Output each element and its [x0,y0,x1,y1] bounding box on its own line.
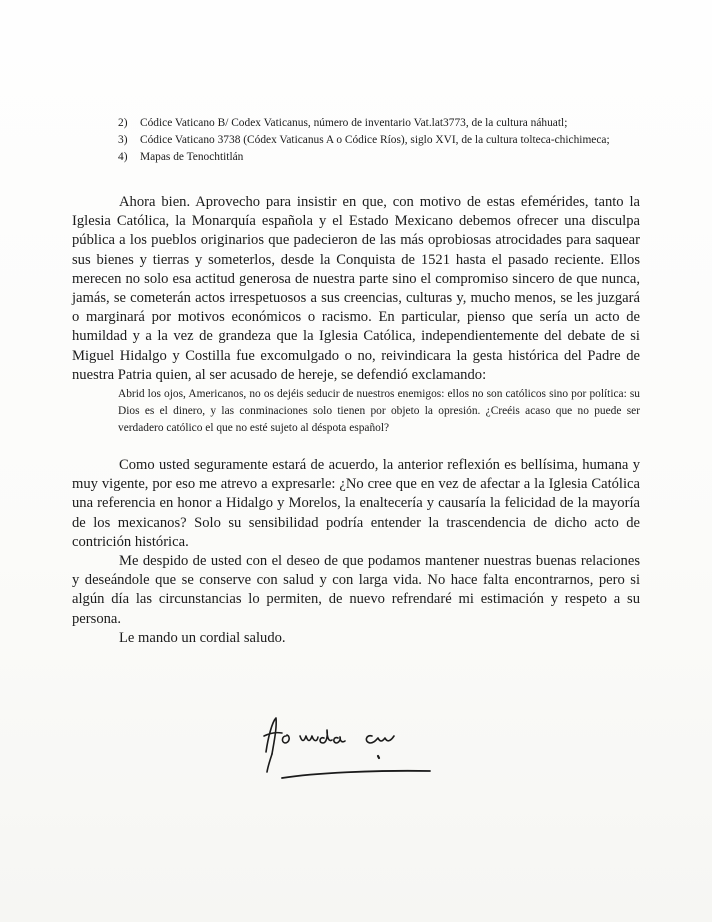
paragraph-text: Ahora bien. Aprovecho para insistir en que, con motivo de estas efemérides, tanto la Iglesia Católica, la Monarquía española y el Estado Mexicano debemos ofrecer una disculpa pública a los pueblos originarios que padecieron de las más oprobiosas atrocidades para saquear sus bienes y tierras y someterlos, desde la Conquista de 1521 hasta el pasado reciente. Ellos merecen no solo esa actitud generosa de nuestra parte sino el compromiso sincero de que nunca, jamás, se cometerán actos irrespetuosos a sus creencias, culturas y, mucho menos, se les juzgará o marginará por motivos económicos o racismo. En particular, pienso que sería un acto de humildad y a la vez de grandeza que la Iglesia Católica, independientemente del debate de si Miguel Hidalgo y Costilla fue excomulgado o no, reivindicara la gesta histórica del Padre de nuestra Patria quien, al ser acusado de hereje, se defendió exclamando: [72,194,640,383]
paragraph-reflection: Como usted seguramente estará de acuerdo, la anterior reflexión es bellísima, humana y muy vigente, por eso me atrevo a expresarle: ¿No cree que en vez de afectar a la Iglesia Católica una referencia en honor a Hidalgo y Morelos, la enaltecería y causaría la felicidad de la mayoría de los mexicanos? Solo su sensibilidad podría entender la trascendencia de dicho acto de contrición histórica. [72,457,640,550]
codex-list [118,115,638,166]
list-item [118,115,638,132]
closing-paragraphs [72,456,640,648]
handwritten-signature [254,700,444,790]
paragraph-greeting: Le mando un cordial saludo. [119,629,286,646]
list-item-number: 3) [118,134,128,146]
paragraph-farewell: Me despido de usted con el deseo de que podamos mantener nuestras buenas relaciones y deseándole que se conserve con salud y con larga vida. No hace falta encontrarnos, pero si algún día las circunstancias lo permiten, de nuevo refrendaré mi estimación y respeto a su persona. [72,553,640,627]
list-item-text: Códice Vaticano B/ Codex Vaticanus, número de inventario Vat.lat3773, de la cultura náhuatl; [140,117,568,129]
list-item-number: 4) [118,151,128,163]
list-item-text: Códice Vaticano 3738 (Códex Vaticanus A o Códice Ríos), siglo XVI, de la cultura tolteca-chichimeca; [140,134,610,146]
hidalgo-quote: Abrid los ojos, Americanos, no os dejéis seducir de nuestros enemigos: ellos no son católicos sino por política: su Dios es el dinero, y las conminaciones solo tienen por objeto la opresión. ¿Creéis acaso que no puede ser verdadero católico el que no esté sujeto al déspota español? [118,388,640,434]
paragraph-apology [72,193,640,385]
list-item [118,149,638,166]
list-item-text: Mapas de Tenochtitlán [140,151,244,163]
list-item [118,132,638,149]
list-item-number: 2) [118,117,128,129]
